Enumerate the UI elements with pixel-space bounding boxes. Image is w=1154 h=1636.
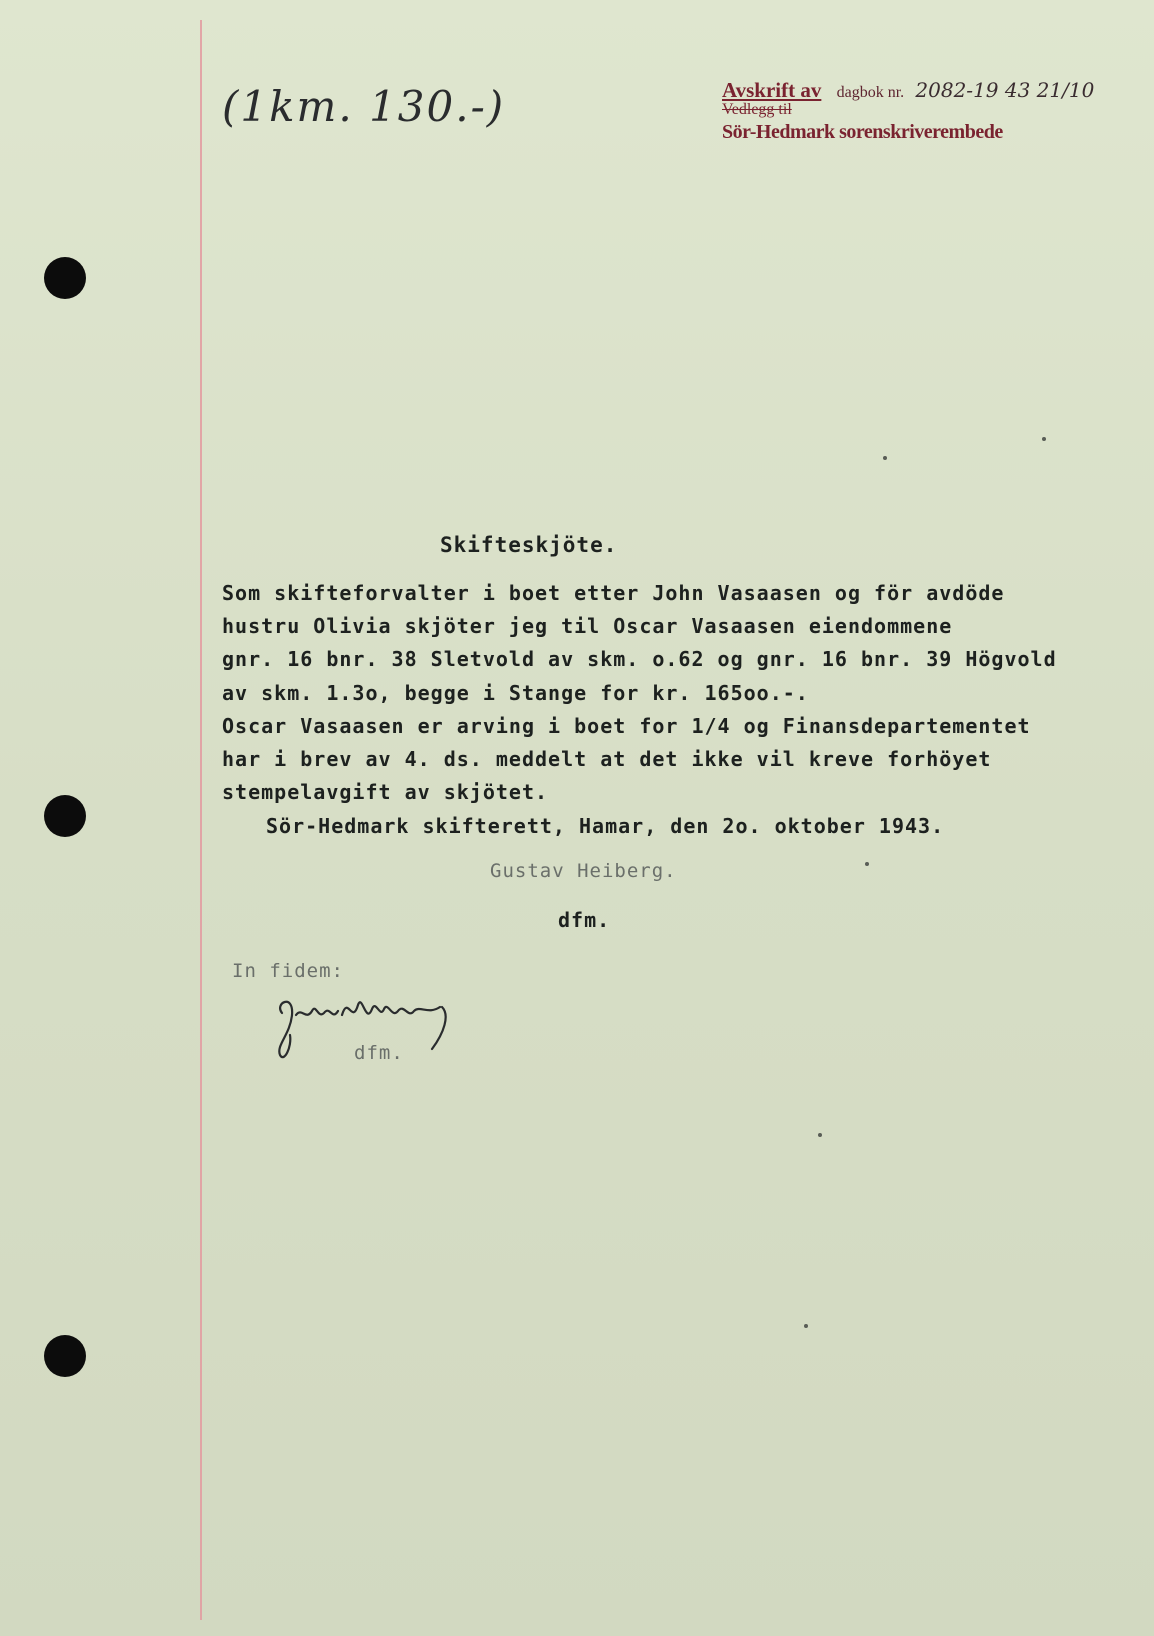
body-line: Oscar Vasaasen er arving i boet for 1/4 og Finansdepartementet — [222, 714, 1031, 738]
body-line: gnr. 16 bnr. 38 Sletvold av skm. o.62 og gnr. 16 bnr. 39 Högvold — [222, 647, 1057, 671]
stamp-avskrift-label: Avskrift av — [722, 78, 822, 102]
stamp-office-name: Sör-Hedmark sorenskriverembede — [722, 121, 1003, 143]
body-line: har i brev av 4. ds. meddelt at det ikke vil kreve forhöyet — [222, 747, 992, 771]
red-margin-line — [200, 20, 202, 1620]
document-title: Skifteskjöte. — [440, 533, 618, 557]
paper-speck — [883, 456, 887, 460]
stamp-line-1 — [722, 78, 1094, 103]
body-line: hustru Olivia skjöter jeg til Oscar Vasaasen eiendommene — [222, 614, 953, 638]
punch-hole — [44, 795, 86, 837]
dfm-signed-label: dfm. — [354, 1042, 404, 1064]
stamp-dagbok-label: dagbok nr. — [836, 84, 905, 101]
stamp-struck-label: Vedlegg til — [722, 101, 792, 118]
paper-speck — [804, 1324, 808, 1328]
signer-name: Gustav Heiberg. — [490, 860, 677, 882]
paper-speck — [865, 862, 869, 866]
signoff-line: Sör-Hedmark skifterett, Hamar, den 2o. oktober 1943. — [266, 814, 945, 838]
paper-speck — [1042, 437, 1046, 441]
paper-speck — [818, 1133, 822, 1137]
body-line: av skm. 1.3o, begge i Stange for kr. 165oo.-. — [222, 681, 809, 705]
punch-hole — [44, 257, 86, 299]
punch-hole — [44, 1335, 86, 1377]
body-line: Som skifteforvalter i boet etter John Vasaasen og för avdöde — [222, 581, 1005, 605]
dfm-label: dfm. — [558, 908, 611, 932]
dagbok-number: 2082-19 43 21/10 — [915, 78, 1095, 102]
body-line: stempelavgift av skjötet. — [222, 780, 549, 804]
handwritten-corner-note: (1km. 130.-) — [222, 82, 506, 131]
in-fidem-label: In fidem: — [232, 960, 344, 982]
